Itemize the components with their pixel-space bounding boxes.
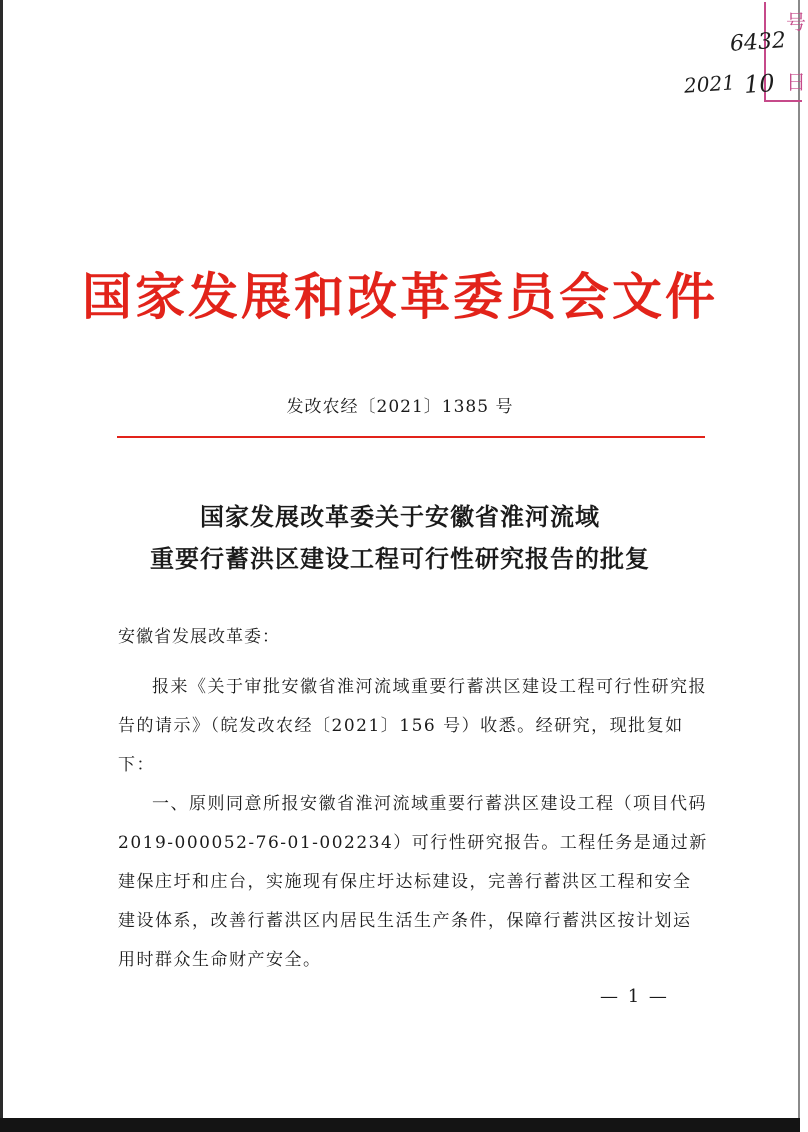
page-number: — 1 — <box>600 986 669 1007</box>
stamp-char-number: 号 <box>786 10 806 34</box>
document-number: 发改农经〔2021〕1385 号 <box>286 397 514 417</box>
receipt-stamp <box>668 2 808 100</box>
addressee: 安徽省发展改革委： <box>118 627 280 647</box>
handwritten-year: 2021 <box>683 70 736 98</box>
handwritten-number: 6432 <box>729 28 787 57</box>
handwritten-date: 10 <box>743 68 776 100</box>
body-text <box>118 668 708 980</box>
scan-bottom-band <box>0 1118 800 1132</box>
red-divider <box>117 436 705 438</box>
paragraph: 一、原则同意所报安徽省淮河流域重要行蓄洪区建设工程（项目代码 2019-000052-76-01-002234）可行性研究报告。工程任务是通过新建保庄圩和庄台，实施现有保庄圩达标建设，完善行蓄洪区工程和安全建设体系，改善行蓄洪区内居民生活生产条件，保障行蓄洪区按计划运用时群众生命财产安全。 <box>118 794 708 970</box>
letterhead-title: 国家发展和改革委员会文件 <box>82 267 718 326</box>
document-title <box>0 496 800 580</box>
paragraph: 报来《关于审批安徽省淮河流域重要行蓄洪区建设工程可行性研究报告的请示》（皖发改农经〔2021〕156 号）收悉。经研究，现批复如下： <box>118 677 707 775</box>
title-line-2: 重要行蓄洪区建设工程可行性研究报告的批复 <box>150 544 650 573</box>
stamp-char-day: 日 <box>786 70 806 94</box>
title-line-1: 国家发展改革委关于安徽省淮河流域 <box>200 502 600 531</box>
